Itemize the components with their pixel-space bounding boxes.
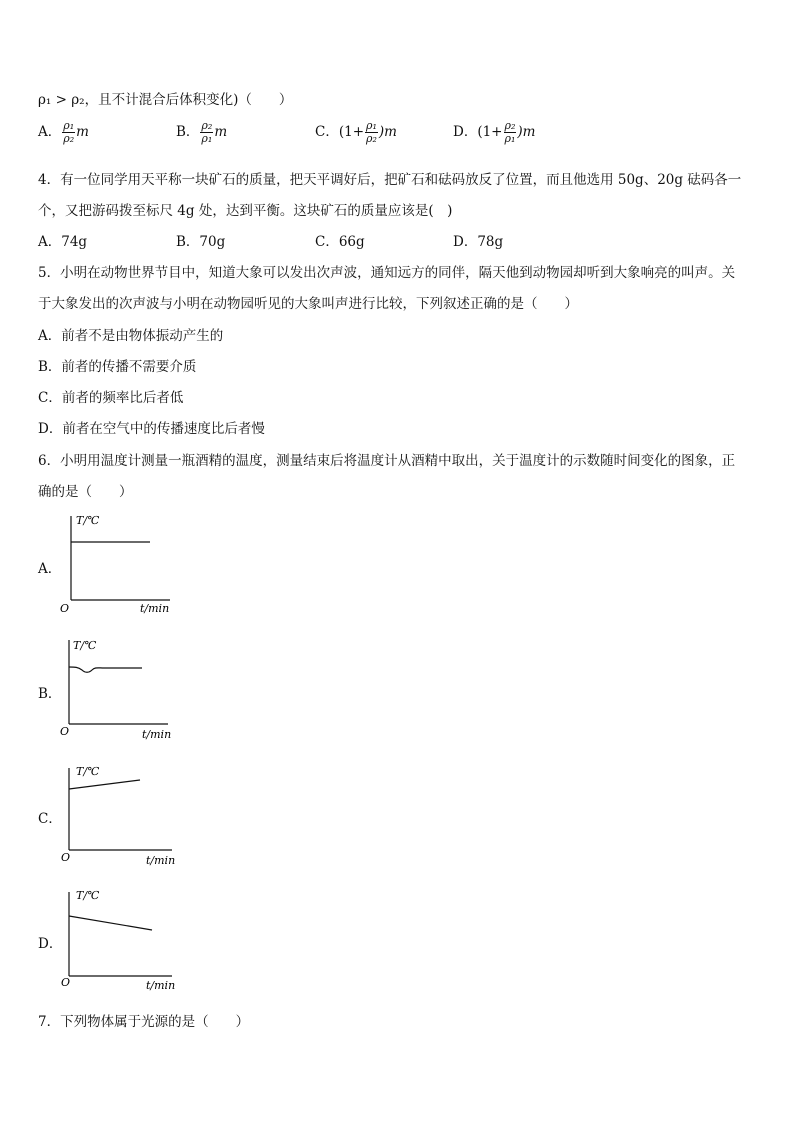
q5-stem-line2: 于大象发出的次声波与小明在动物园听见的大象叫声进行比较，下列叙述正确的是（ ） bbox=[38, 296, 578, 312]
q4-stem-line1: 4．有一位同学用天平称一块矿石的质量，把天平调好后，把矿石和砝码放反了位置，而且他选用 50g、20g 砝码各一 bbox=[38, 172, 742, 188]
y-axis-label: T/℃ bbox=[76, 514, 100, 527]
q3-option-d[interactable]: D．(1+ $\frac{\text{ρ₂}}{\text{ρ₁}}$ )m bbox=[453, 119, 536, 145]
q5-option-c[interactable]: C．前者的频率比后者低 bbox=[38, 390, 184, 406]
q5-stem-line1: 5．小明在动物世界节目中，知道大象可以发出次声波，通知远方的同伴，隔天他到动物园却听到大象响亮的叫声。关 bbox=[38, 265, 736, 281]
q3-option-b[interactable]: B． $\frac{\text{ρ₂}}{\text{ρ₁}}$ m bbox=[176, 119, 228, 145]
q6-graph-c[interactable] bbox=[60, 760, 180, 868]
fraction: $\frac{\text{ρ₂}}{\text{ρ₁}}$ bbox=[504, 119, 516, 145]
q7-stem-line1: 7．下列物体属于光源的是（ ） bbox=[38, 1014, 250, 1030]
q6-option-d-letter[interactable]: D． bbox=[38, 936, 63, 952]
x-axis-label: t/min bbox=[146, 979, 176, 992]
temperature-curve bbox=[69, 667, 142, 672]
q6-option-a-letter[interactable]: A． bbox=[38, 561, 62, 577]
q4-option-c[interactable]: C．66g bbox=[315, 234, 365, 250]
q4-stem-line2: 个，又把游码拨至标尺 4g 处，达到平衡。这块矿石的质量应该是( ) bbox=[38, 203, 453, 219]
origin-label: O bbox=[60, 725, 70, 738]
q6-graph-d[interactable] bbox=[60, 884, 180, 992]
q3-option-a[interactable]: A． $\frac{\text{ρ₁}}{\text{ρ₂}}$ m bbox=[38, 119, 89, 145]
temperature-curve bbox=[69, 780, 140, 789]
x-axis-label: t/min bbox=[140, 602, 170, 614]
q3-option-c[interactable]: C．(1+ $\frac{\text{ρ₁}}{\text{ρ₂}}$ )m bbox=[315, 119, 397, 145]
temperature-curve bbox=[69, 916, 152, 930]
q5-option-b[interactable]: B．前者的传播不需要介质 bbox=[38, 359, 197, 375]
q5-option-d[interactable]: D．前者在空气中的传播速度比后者慢 bbox=[38, 421, 265, 437]
q4-option-b[interactable]: B．70g bbox=[176, 234, 226, 250]
q5-option-a[interactable]: A．前者不是由物体振动产生的 bbox=[38, 328, 224, 344]
y-axis-label: T/℃ bbox=[76, 765, 100, 778]
q6-stem-line1: 6．小明用温度计测量一瓶酒精的温度，测量结束后将温度计从酒精中取出，关于温度计的示数随时间变化的图象，正 bbox=[38, 453, 736, 469]
q4-option-a[interactable]: A．74g bbox=[38, 234, 88, 250]
x-axis-label: t/min bbox=[142, 728, 172, 741]
origin-label: O bbox=[60, 602, 70, 614]
q6-graph-b[interactable] bbox=[60, 634, 180, 742]
y-axis-label: T/℃ bbox=[76, 889, 100, 902]
q4-option-d[interactable]: D．78g bbox=[453, 234, 504, 250]
fraction: $\frac{\text{ρ₁}}{\text{ρ₂}}$ bbox=[366, 119, 377, 145]
q6-option-c-letter[interactable]: C． bbox=[38, 811, 62, 827]
x-axis-label: t/min bbox=[146, 854, 176, 867]
q6-graph-a[interactable] bbox=[60, 508, 180, 614]
q6-stem-line2: 确的是（ ） bbox=[38, 484, 133, 500]
q3-stem-tail: ρ₁ > ρ₂，且不计混合后体积变化)（ ） bbox=[38, 92, 293, 108]
origin-label: O bbox=[61, 976, 71, 989]
origin-label: O bbox=[61, 851, 71, 864]
y-axis-label: T/℃ bbox=[73, 639, 97, 652]
q6-option-b-letter[interactable]: B． bbox=[38, 686, 62, 702]
fraction: $\frac{\text{ρ₁}}{\text{ρ₂}}$ bbox=[63, 119, 75, 145]
fraction: $\frac{\text{ρ₂}}{\text{ρ₁}}$ bbox=[201, 119, 213, 145]
